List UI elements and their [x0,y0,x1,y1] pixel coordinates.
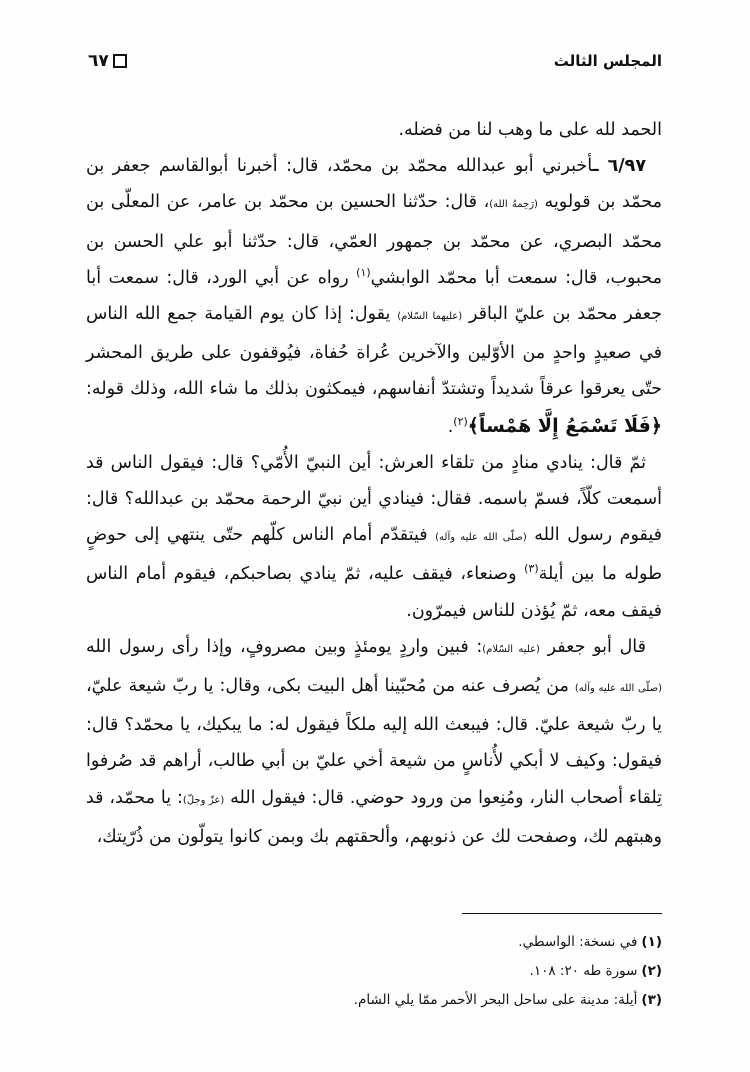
square-ornament-icon [113,54,127,68]
page-number [88,51,127,71]
honorific: (رَحِمهُ الله) [489,199,538,211]
hadith-paragraph-3: قال أبو جعفر (عليه السّلام): فبين واردٍ يومئذٍ وبين مصروفٍ، وإذا رأى رسول الله (صلّى الله عليه وآله) من يُصرف عنه من مُحبّينا أهل البيت بكى، وقال: يا ربّ شيعة عليّ، يا ربّ شيعة عليّ. قال: فيبعث الله إليه ملكاً فيقول له: ما يبكيك، يا محمّد؟ قال: فيقول: وكيف لا أبكي لأُناسٍ من شيعة أخي عليّ بن أبي طالب، أراهم قد صُرفوا تِلقاء أصحاب النار، ومُنِعوا من ورود حوضي. قال: فيقول الله (عزّ وجلّ): يا محمّد، قد وهبتهم لك، وصفحت لك عن ذنوبهم، وألحقتهم بك وبمن كانوا يتولّون من ذُرّيتك، [86,636,662,847]
opening-line: الحمد لله على ما وهب لنا من فضله. [398,120,662,140]
honorific: (عزّ وجلّ) [182,794,225,806]
running-header [88,48,662,74]
footnote-3: (٣)أيلة: مدينة على ساحل البحر الأحمر ممّا يلي الشام. [353,992,662,1008]
honorific: (عليه السّلام) [482,643,540,655]
footnotes [86,928,662,1015]
hadith-paragraph-1: ٦/٩٧ ـأخبرني أبو عبدالله محمّد بن محمّد، قال: أخبرنا أبوالقاسم جعفر بن محمّد بن قولويه (رَحِمهُ الله)، قال: حدّثنا الحسين بن محمّد بن عامر، عن المعلّى بن محمّد البصري، عن محمّد بن جمهور العمّي، قال: حدّثنا أبو علي الحسن بن محبوب، قال: سمعت أبا محمّد الوابشي$^{(١)}$ رواه عن أبي الورد، قال: سمعت أبا جعفر محمّد بن عليّ الباقر (عليهما السّلام) يقول: إذا كان يوم القيامة جمع الله الناس في صعيدٍ واحدٍ من الأوّلين والآخرين عُراة حُفاة، فيُوقفون على طريق المحشر حتّى يعرقوا عرقاً شديداً وتشتدّ أنفاسهم، فيمكثون بذلك ما شاء الله، وذلك قوله: ﴿فَلَا تَسْمَعُ إِلَّا هَمْساً﴾$^{(٢)}$. [86,156,663,437]
honorific: (عليهما السّلام) [397,311,463,323]
chapter-title: المجلس الثالث [553,52,662,70]
footnote-ref-2[interactable]: (٢) [453,414,468,428]
main-text [86,112,662,855]
hadith-paragraph-2: ثمّ قال: ينادي منادٍ من تلقاء العرش: أين النبيّ الأُمّي؟ قال: فيقول الناس قد أسمعت كلّاً، فسمّ باسمه. فقال: فينادي أين نبيّ الرحمة محمّد بن عبدالله؟ قال: فيقوم رسول الله (صلّى الله عليه وآله) فيتقدّم أمام الناس كلّهم حتّى ينتهي إلى حوضٍ طوله ما بين أيلة$^{(٣)}$ وصنعاء، فيقف عليه، ثمّ ينادي بصاحبكم، فيقوم أمام الناس فيقف معه، ثمّ يُؤذن للناس فيمرّون. [86,452,663,621]
footnote-separator [462,913,662,914]
footnote-ref-1[interactable]: (١) [356,265,371,279]
hadith-number: ٦/٩٧ ـ [592,156,647,177]
page-number-text: ٦٧ [88,51,109,71]
footnote-2: (٢)سورة طه ٢٠: ١٠٨. [529,963,662,979]
footnote-1: (١)في نسخة: الواسطي. [518,934,662,950]
honorific: (صلّى الله عليه وآله) [435,532,527,544]
footnote-ref-3[interactable]: (٣) [524,562,539,576]
quran-verse: ﴿فَلَا تَسْمَعُ إِلَّا هَمْساً﴾ [467,414,662,437]
honorific: (صلّى الله عليه وآله) [574,683,662,695]
